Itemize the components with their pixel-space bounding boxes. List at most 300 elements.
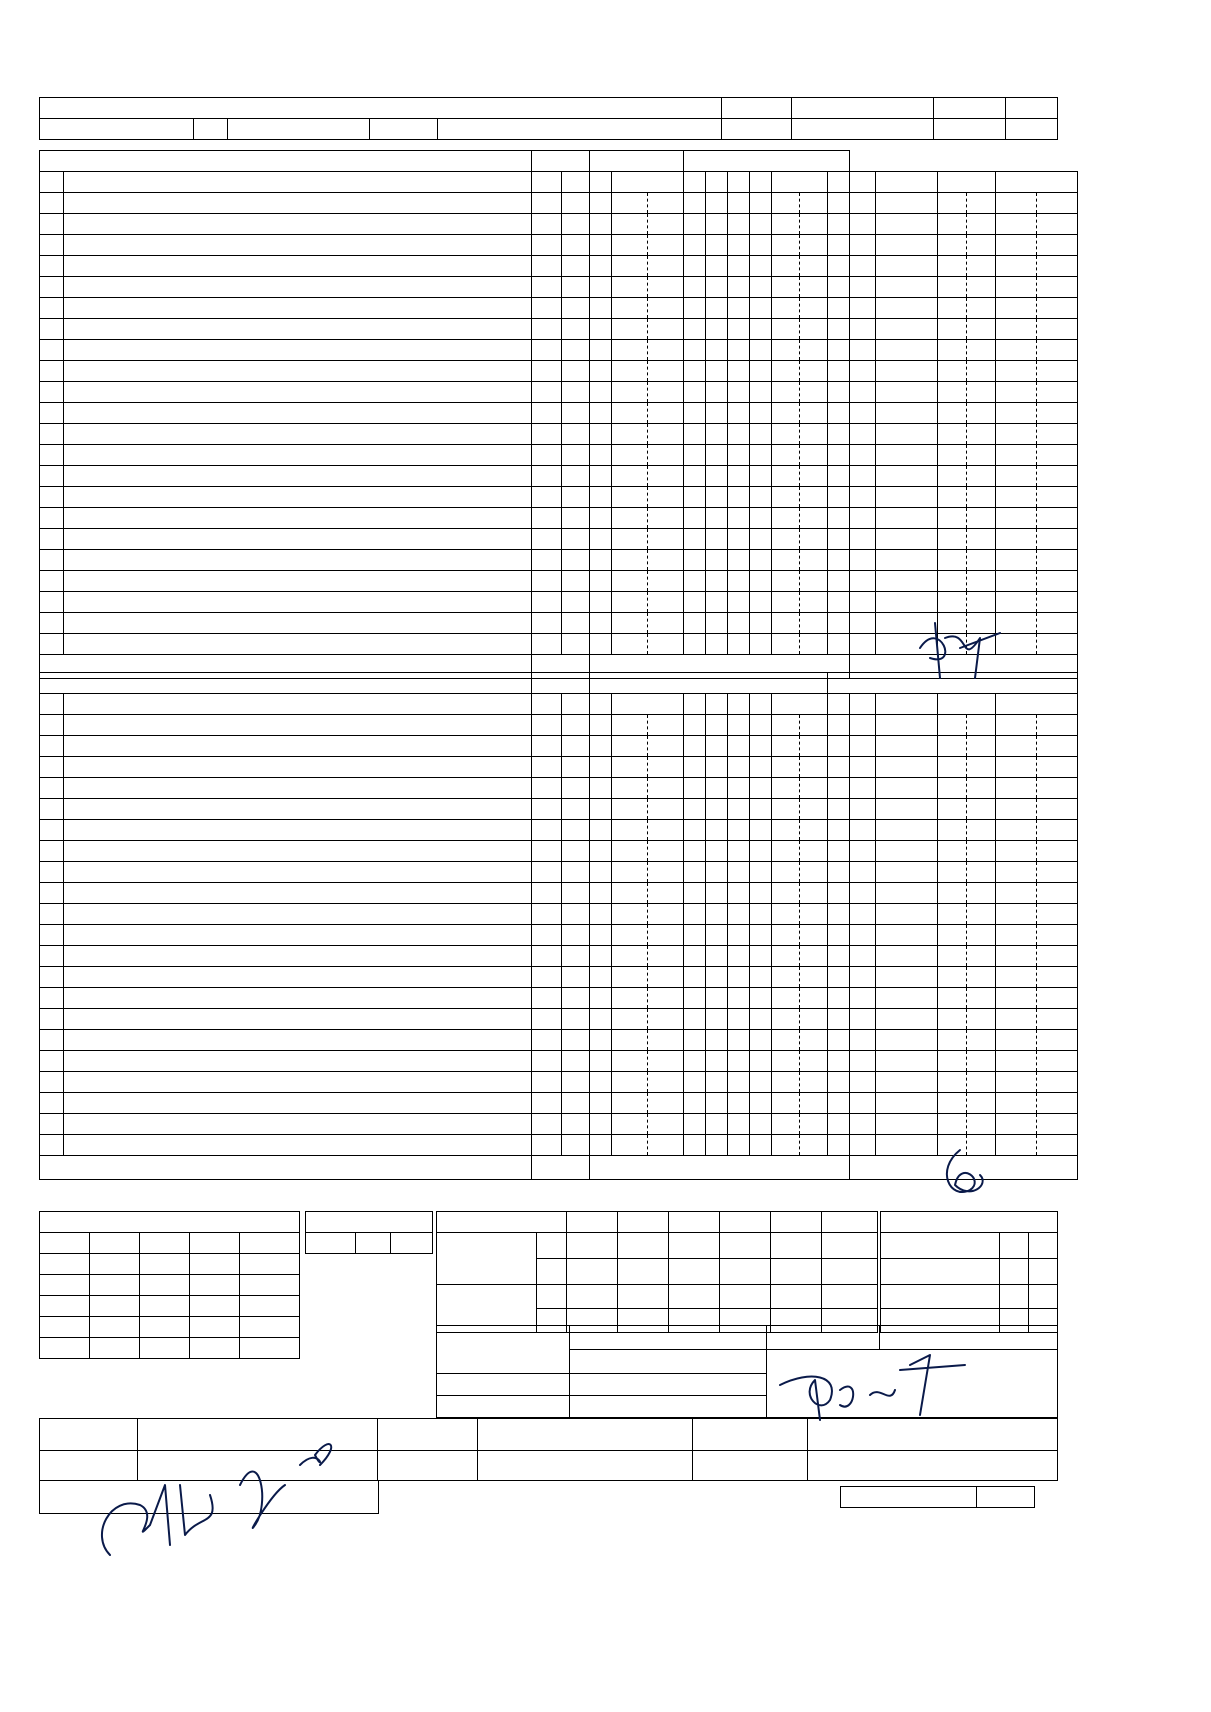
- col-pen-start: [938, 694, 996, 715]
- signatures-label: [40, 1485, 43, 1496]
- time-seconds: [648, 757, 684, 777]
- player-name: [64, 1030, 532, 1051]
- goal-assist-1: [706, 715, 728, 736]
- player-number: [40, 925, 64, 946]
- goal-assist-2: [728, 988, 750, 1009]
- table-row: [40, 757, 1078, 778]
- table-row: [40, 736, 1078, 757]
- goal-number: [590, 904, 612, 925]
- period-results-table: [436, 1211, 878, 1333]
- col-pen-num: [828, 172, 850, 193]
- pen-cell: [618, 1285, 669, 1309]
- pen-seconds: [800, 193, 828, 213]
- player-name: [64, 319, 532, 340]
- player-played: [562, 883, 590, 904]
- player-number: [40, 445, 64, 466]
- notes-label: [841, 1487, 977, 1508]
- table-row: [40, 298, 1078, 319]
- time-seconds: [648, 988, 684, 1008]
- player-played: [562, 757, 590, 778]
- timeout-a-label: [881, 1285, 1000, 1309]
- player-number: [40, 883, 64, 904]
- time-seconds: [648, 1051, 684, 1071]
- player-position: [532, 529, 562, 550]
- goal-time: [612, 988, 684, 1009]
- goal-time: [612, 799, 684, 820]
- shootout-col-result: [240, 1233, 300, 1254]
- player-number: [40, 1030, 64, 1051]
- goal-assist-2: [728, 820, 750, 841]
- referees-table: [39, 1418, 1058, 1481]
- period-1-header: [567, 1212, 618, 1233]
- shootout-col-vra: [140, 1233, 190, 1254]
- team-name-cell: [40, 673, 532, 694]
- player-name: [64, 487, 532, 508]
- player-played: [562, 778, 590, 799]
- game-label: [934, 98, 1006, 119]
- player-position: [532, 862, 562, 883]
- goal-assist-2: [728, 904, 750, 925]
- goal-time: [612, 862, 684, 883]
- table-row: [40, 715, 1078, 736]
- time-seconds: [648, 193, 684, 213]
- table-row: [40, 592, 1078, 613]
- goal-assist-1: [706, 925, 728, 946]
- shootout-table: [39, 1211, 300, 1359]
- col-goal-a1: [706, 694, 728, 715]
- player-played: [562, 946, 590, 967]
- player-played: [562, 298, 590, 319]
- goal-assist-2: [728, 1072, 750, 1093]
- goal-assist-1: [706, 1009, 728, 1030]
- table-row: [40, 361, 1078, 382]
- player-played: [562, 361, 590, 382]
- time-minutes: [612, 1009, 648, 1029]
- score-cell: [669, 1259, 720, 1285]
- goal-time: [612, 1051, 684, 1072]
- player-number: [40, 841, 64, 862]
- goal-assist-2: [728, 883, 750, 904]
- goal-assist-2: [728, 1030, 750, 1051]
- penalty-minutes: [850, 193, 876, 214]
- goal-scorer: [684, 1030, 706, 1051]
- player-position: [532, 1030, 562, 1051]
- ref-pen-label: [437, 1326, 570, 1374]
- col-pen-min: [850, 694, 876, 715]
- time-minutes: [612, 862, 648, 882]
- player-played: [562, 715, 590, 736]
- time-seconds: [648, 1093, 684, 1113]
- goal-time: [612, 1009, 684, 1030]
- player-name: [64, 445, 532, 466]
- player-played: [562, 550, 590, 571]
- col-pen-end: [996, 694, 1078, 715]
- time-minutes: [612, 904, 648, 924]
- player-name: [64, 340, 532, 361]
- goal-situation: [750, 841, 772, 862]
- goal-number: [590, 715, 612, 736]
- goal-situation: [750, 736, 772, 757]
- pen-total-a: [822, 1285, 878, 1309]
- goal-assist-2: [728, 1093, 750, 1114]
- time-minutes: [612, 193, 648, 213]
- goal-assist-2: [728, 1051, 750, 1072]
- city-value: [228, 119, 370, 140]
- date-label: [722, 98, 792, 119]
- player-position: [532, 778, 562, 799]
- table-row: [40, 1009, 1078, 1030]
- table-row: [40, 277, 1078, 298]
- goals-section-title: [590, 673, 828, 694]
- penalty-player: [828, 193, 850, 214]
- player-position: [532, 193, 562, 214]
- score-total-b: [822, 1259, 878, 1285]
- time-minutes: [612, 757, 648, 777]
- linesman-1-label: [378, 1419, 478, 1451]
- goal-assist-1: [706, 904, 728, 925]
- player-position: [532, 340, 562, 361]
- goal-scorer: [684, 1051, 706, 1072]
- table-row: [40, 946, 1078, 967]
- table-row: [40, 445, 1078, 466]
- table-row: [40, 862, 1078, 883]
- goal-number: [590, 1093, 612, 1114]
- goal-situation: [750, 1072, 772, 1093]
- player-position: [532, 361, 562, 382]
- time-seconds: [648, 925, 684, 945]
- time-minutes: [612, 820, 648, 840]
- tournament-name: [40, 98, 722, 119]
- player-position: [532, 487, 562, 508]
- player-name: [64, 277, 532, 298]
- player-position: [532, 571, 562, 592]
- col-num: [40, 172, 64, 193]
- time-minutes: [612, 988, 648, 1008]
- player-number: [40, 1009, 64, 1030]
- pen-cell: [771, 1285, 822, 1309]
- start-label: [881, 1233, 1000, 1259]
- player-name: [64, 571, 532, 592]
- table-row: [40, 382, 1078, 403]
- goal-time: [612, 778, 684, 799]
- player-number: [40, 820, 64, 841]
- goal-assist-1: [706, 946, 728, 967]
- score-cell: [618, 1259, 669, 1285]
- player-name: [64, 967, 532, 988]
- time-minutes: [612, 715, 648, 735]
- table-row: [40, 235, 1078, 256]
- goal-assist-1: [706, 799, 728, 820]
- goal-assist-2: [728, 1009, 750, 1030]
- table-row: [40, 424, 1078, 445]
- goal-assist-1: [706, 1072, 728, 1093]
- goal-number: [590, 967, 612, 988]
- player-name: [64, 820, 532, 841]
- table-row: [40, 193, 1078, 214]
- table-row: [40, 319, 1078, 340]
- player-position: [532, 382, 562, 403]
- arena-value: [438, 119, 722, 140]
- goal-number: [590, 883, 612, 904]
- table-row: [40, 925, 1078, 946]
- start-minute: [1029, 1233, 1058, 1259]
- goal-scorer: [684, 715, 706, 736]
- table-row: [40, 1072, 1078, 1093]
- col-goal-time: [612, 172, 684, 193]
- video-ref-label: [693, 1419, 808, 1451]
- pen-cell: [669, 1285, 720, 1309]
- goal-situation: [750, 715, 772, 736]
- time-minutes: [612, 925, 648, 945]
- goal-assist-2: [728, 736, 750, 757]
- time-seconds: [648, 1030, 684, 1050]
- goal-number: [590, 193, 612, 214]
- player-name: [64, 862, 532, 883]
- goal-scorer: [684, 862, 706, 883]
- match-header: [39, 97, 1058, 140]
- goal-assist-1: [706, 967, 728, 988]
- table-row: [40, 529, 1078, 550]
- match-time-title: [881, 1212, 1058, 1233]
- col-pen-num: [828, 694, 850, 715]
- player-played: [562, 445, 590, 466]
- player-number: [40, 382, 64, 403]
- city-label: [194, 119, 228, 140]
- player-name: [64, 799, 532, 820]
- player-number: [40, 946, 64, 967]
- table-row: [40, 967, 1078, 988]
- pen-minutes: [772, 193, 800, 213]
- notes-table: [840, 1486, 1035, 1508]
- player-number: [40, 277, 64, 298]
- goals-section-title: [590, 151, 684, 172]
- timekeeper-label: [437, 1374, 570, 1396]
- player-number: [40, 214, 64, 235]
- time-minutes: [612, 883, 648, 903]
- penalty-row-a-label: [537, 1285, 567, 1309]
- goal-scorer: [684, 1072, 706, 1093]
- col-goal-g: [684, 694, 706, 715]
- time-seconds: [648, 715, 684, 735]
- linesman-2-label: [378, 1451, 478, 1481]
- score-cell: [771, 1259, 822, 1285]
- end-minute: [1029, 1259, 1058, 1285]
- player-name: [64, 988, 532, 1009]
- player-played: [562, 1030, 590, 1051]
- periods-title: [437, 1212, 567, 1233]
- goal-time: [612, 757, 684, 778]
- player-number: [40, 715, 64, 736]
- player-number: [40, 256, 64, 277]
- player-played: [562, 403, 590, 424]
- penalty-violation: [876, 193, 938, 214]
- col-play: [562, 172, 590, 193]
- goal-situation: [750, 862, 772, 883]
- time-minutes: [612, 1072, 648, 1092]
- time-seconds: [648, 778, 684, 798]
- goal-number: [590, 988, 612, 1009]
- head-ref-2-label: [40, 1451, 138, 1481]
- goal-assist-2: [728, 799, 750, 820]
- goal-time: [612, 883, 684, 904]
- player-played: [562, 925, 590, 946]
- head-ref-1-label: [40, 1419, 138, 1451]
- col-goal-is: [750, 172, 772, 193]
- table-row: [40, 988, 1078, 1009]
- player-number: [40, 550, 64, 571]
- table-row: [40, 1030, 1078, 1051]
- goal-assist-1: [706, 862, 728, 883]
- player-played: [562, 277, 590, 298]
- overtime-header: [720, 1212, 771, 1233]
- player-played: [562, 904, 590, 925]
- ref-pen-2: [570, 1350, 767, 1374]
- player-name: [64, 592, 532, 613]
- goal-number: [590, 799, 612, 820]
- goalie-time-title: [306, 1212, 433, 1233]
- col-pos: [532, 172, 562, 193]
- goal-situation: [750, 946, 772, 967]
- goal-time: [612, 904, 684, 925]
- col-pen-end: [996, 172, 1078, 193]
- player-number: [40, 403, 64, 424]
- player-number: [40, 988, 64, 1009]
- player-played: [562, 967, 590, 988]
- time-seconds: [648, 736, 684, 756]
- goal-assist-1: [706, 757, 728, 778]
- time-minutes: [612, 799, 648, 819]
- player-position: [532, 1009, 562, 1030]
- goals-row-label: [437, 1233, 537, 1285]
- goal-situation: [750, 904, 772, 925]
- player-position: [532, 508, 562, 529]
- goal-time: [612, 841, 684, 862]
- goal-number: [590, 1030, 612, 1051]
- col-name: [64, 172, 532, 193]
- table-row: [40, 466, 1078, 487]
- goal-number: [590, 820, 612, 841]
- player-played: [562, 571, 590, 592]
- table-row: [40, 613, 1078, 634]
- col-goal-is: [750, 694, 772, 715]
- time-seconds: [648, 841, 684, 861]
- table-row: [40, 571, 1078, 592]
- shootout-col-a: [40, 1233, 90, 1254]
- goal-time: [612, 1072, 684, 1093]
- goalie-col-a: [356, 1233, 391, 1254]
- goal-time: [612, 946, 684, 967]
- penalties-section-title: [684, 151, 850, 172]
- player-number: [40, 799, 64, 820]
- penalty-time: [772, 193, 828, 214]
- goal-scorer: [684, 841, 706, 862]
- player-name: [64, 508, 532, 529]
- goalie-col-b: [391, 1233, 433, 1254]
- player-position: [532, 904, 562, 925]
- team-name-cell: [40, 151, 532, 172]
- coach-cell: [40, 1156, 532, 1180]
- table-row: [40, 1135, 1078, 1156]
- goal-number: [590, 862, 612, 883]
- goal-situation: [750, 1093, 772, 1114]
- player-position: [532, 256, 562, 277]
- goal-assist-1: [706, 778, 728, 799]
- goal-number: [590, 1072, 612, 1093]
- table-row: [40, 904, 1078, 925]
- player-number: [40, 592, 64, 613]
- player-position: [532, 214, 562, 235]
- goal-time: [612, 715, 684, 736]
- player-position: [532, 946, 562, 967]
- player-name: [64, 925, 532, 946]
- score-cell: [669, 1233, 720, 1259]
- goal-assist-1: [706, 193, 728, 214]
- player-position: [532, 592, 562, 613]
- player-name: [64, 466, 532, 487]
- table-row: [40, 508, 1078, 529]
- player-name: [64, 757, 532, 778]
- goal-situation: [750, 1030, 772, 1051]
- head-ref-1-name: [138, 1419, 378, 1451]
- goal-assist-1: [706, 820, 728, 841]
- time-seconds: [648, 1009, 684, 1029]
- time-seconds: [648, 904, 684, 924]
- goal-assist-2: [728, 925, 750, 946]
- player-name: [64, 403, 532, 424]
- match-time-table: [880, 1211, 1058, 1333]
- end-label: [881, 1259, 1000, 1285]
- goal-number: [590, 757, 612, 778]
- score-cell: [567, 1233, 618, 1259]
- time-minutes: [612, 946, 648, 966]
- goal-scorer: [684, 736, 706, 757]
- goal-assist-2: [728, 967, 750, 988]
- time-value: [792, 119, 934, 140]
- player-position: [532, 736, 562, 757]
- penalties-section-title: [828, 673, 1078, 694]
- table-row: [40, 403, 1078, 424]
- player-played: [562, 214, 590, 235]
- player-number: [40, 508, 64, 529]
- time-seconds: [648, 820, 684, 840]
- goal-time: [612, 1030, 684, 1051]
- col-goal-a2: [728, 172, 750, 193]
- col-pen-start: [938, 172, 996, 193]
- goal-assist-2: [728, 715, 750, 736]
- player-played: [562, 466, 590, 487]
- goal-situation: [750, 820, 772, 841]
- player-name: [64, 193, 532, 214]
- time-minutes: [612, 1051, 648, 1071]
- secretary-label: [767, 1326, 880, 1350]
- goal-time: [612, 193, 684, 214]
- col-violation: [876, 172, 938, 193]
- col-pos: [532, 694, 562, 715]
- player-number: [40, 967, 64, 988]
- time-seconds: [648, 799, 684, 819]
- time-minutes: [612, 1093, 648, 1113]
- goal-assist-2: [728, 841, 750, 862]
- informer-label: [437, 1396, 570, 1418]
- time-seconds: [648, 883, 684, 903]
- score-cell: [720, 1259, 771, 1285]
- player-number: [40, 319, 64, 340]
- table-row: [40, 256, 1078, 277]
- player-position: [532, 445, 562, 466]
- player-number: [40, 736, 64, 757]
- time-minutes: [612, 778, 648, 798]
- player-name: [64, 424, 532, 445]
